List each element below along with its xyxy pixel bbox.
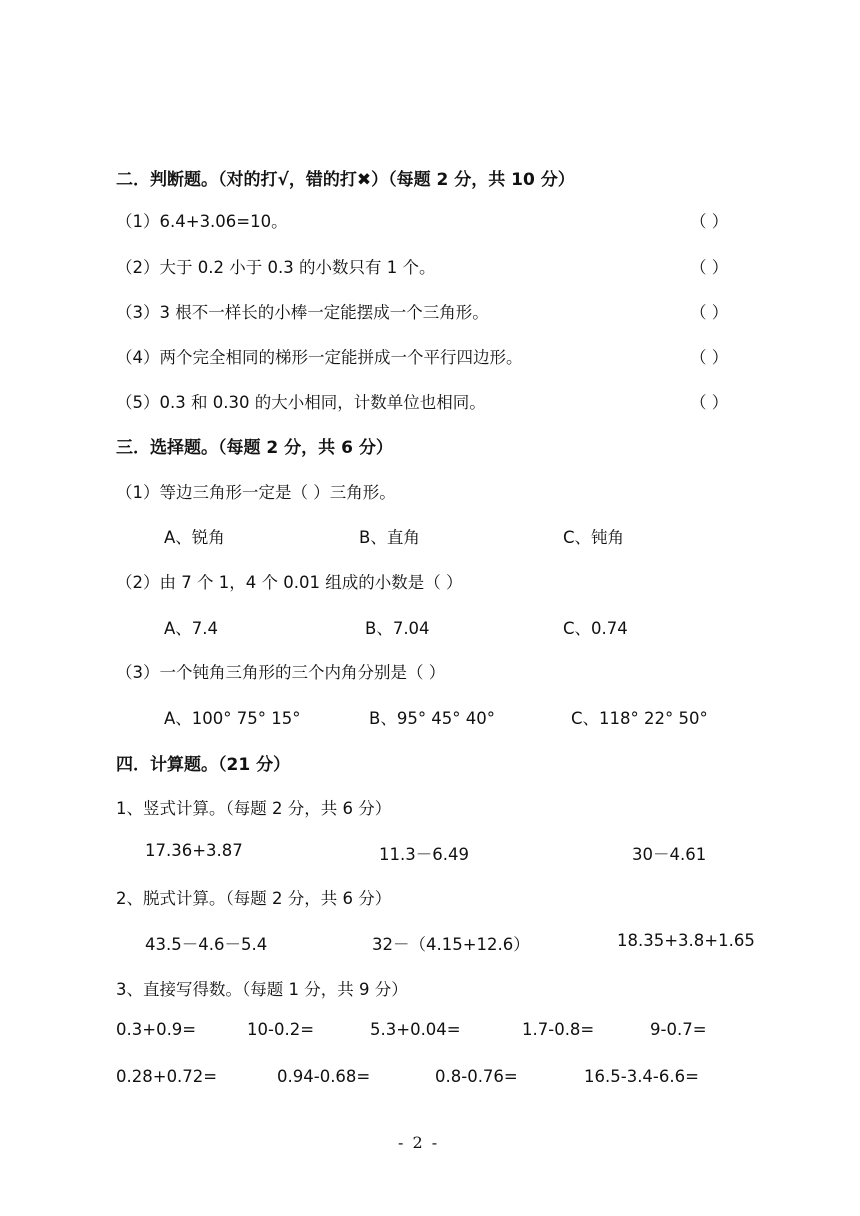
- choice-question-3: （3）一个钝角三角形的三个内角分别是（ ）: [116, 663, 446, 682]
- choice-2-option-a[interactable]: A、7.4: [164, 619, 219, 638]
- direct-answer-r1-4: 1.7-0.8=: [522, 1020, 595, 1039]
- page-number: - 2 -: [398, 1133, 440, 1152]
- choice-3-option-b[interactable]: B、95° 45° 40°: [369, 709, 496, 728]
- answer-paren-2[interactable]: （ ）: [690, 258, 729, 277]
- choice-2-option-b[interactable]: B、7.04: [365, 619, 430, 638]
- vertical-calc-title: 1、竖式计算。（每题 2 分，共 6 分）: [116, 799, 392, 818]
- judgement-item-1: （1）6.4+3.06=10。: [116, 212, 288, 231]
- stepwise-calc-item-3: 18.35+3.8+1.65: [617, 931, 755, 950]
- judgement-item-3: （3）3 根不一样长的小棒一定能摆成一个三角形。: [116, 303, 489, 322]
- direct-answer-r2-3: 0.8-0.76=: [435, 1067, 518, 1086]
- direct-answer-r1-3: 5.3+0.04=: [370, 1020, 461, 1039]
- direct-answer-title: 3、直接写得数。（每题 1 分，共 9 分）: [116, 980, 408, 999]
- choice-1-option-c[interactable]: C、钝角: [563, 528, 625, 547]
- answer-paren-4[interactable]: （ ）: [690, 348, 729, 367]
- answer-paren-3[interactable]: （ ）: [690, 303, 729, 322]
- direct-answer-r1-1: 0.3+0.9=: [116, 1020, 197, 1039]
- judgement-item-2: （2）大于 0.2 小于 0.3 的小数只有 1 个。: [116, 258, 436, 277]
- choice-3-option-a[interactable]: A、100° 75° 15°: [164, 709, 301, 728]
- choice-3-option-c[interactable]: C、118° 22° 50°: [571, 709, 708, 728]
- stepwise-calc-item-2: 32－（4.15+12.6）: [372, 935, 530, 954]
- vertical-calc-item-2: 11.3－6.49: [379, 845, 469, 864]
- direct-answer-r2-1: 0.28+0.72=: [116, 1067, 218, 1086]
- direct-answer-r2-2: 0.94-0.68=: [277, 1067, 371, 1086]
- stepwise-calc-item-1: 43.5－4.6－5.4: [145, 935, 268, 954]
- choice-1-option-a[interactable]: A、锐角: [164, 528, 225, 547]
- section-3-title: 三．选择题。（每题 2 分，共 6 分）: [116, 438, 393, 458]
- vertical-calc-item-1: 17.36+3.87: [145, 841, 243, 860]
- section-4-title: 四．计算题。（21 分）: [116, 755, 291, 775]
- vertical-calc-item-3: 30－4.61: [632, 845, 707, 864]
- answer-paren-5[interactable]: （ ）: [690, 393, 729, 412]
- section-2-title: 二．判断题。（对的打√，错的打✖）（每题 2 分，共 10 分）: [116, 170, 575, 190]
- stepwise-calc-title: 2、脱式计算。（每题 2 分，共 6 分）: [116, 889, 392, 908]
- direct-answer-r1-5: 9-0.7=: [650, 1020, 707, 1039]
- direct-answer-r2-4: 16.5-3.4-6.6=: [584, 1067, 699, 1086]
- judgement-item-5: （5）0.3 和 0.30 的大小相同，计数单位也相同。: [116, 393, 486, 412]
- answer-paren-1[interactable]: （ ）: [690, 212, 729, 231]
- judgement-item-4: （4）两个完全相同的梯形一定能拼成一个平行四边形。: [116, 348, 523, 367]
- choice-question-2: （2）由 7 个 1，4 个 0.01 组成的小数是（ ）: [116, 573, 463, 592]
- choice-1-option-b[interactable]: B、直角: [359, 528, 420, 547]
- direct-answer-r1-2: 10-0.2=: [247, 1020, 315, 1039]
- choice-question-1: （1）等边三角形一定是（ ）三角形。: [116, 483, 396, 502]
- choice-2-option-c[interactable]: C、0.74: [563, 619, 628, 638]
